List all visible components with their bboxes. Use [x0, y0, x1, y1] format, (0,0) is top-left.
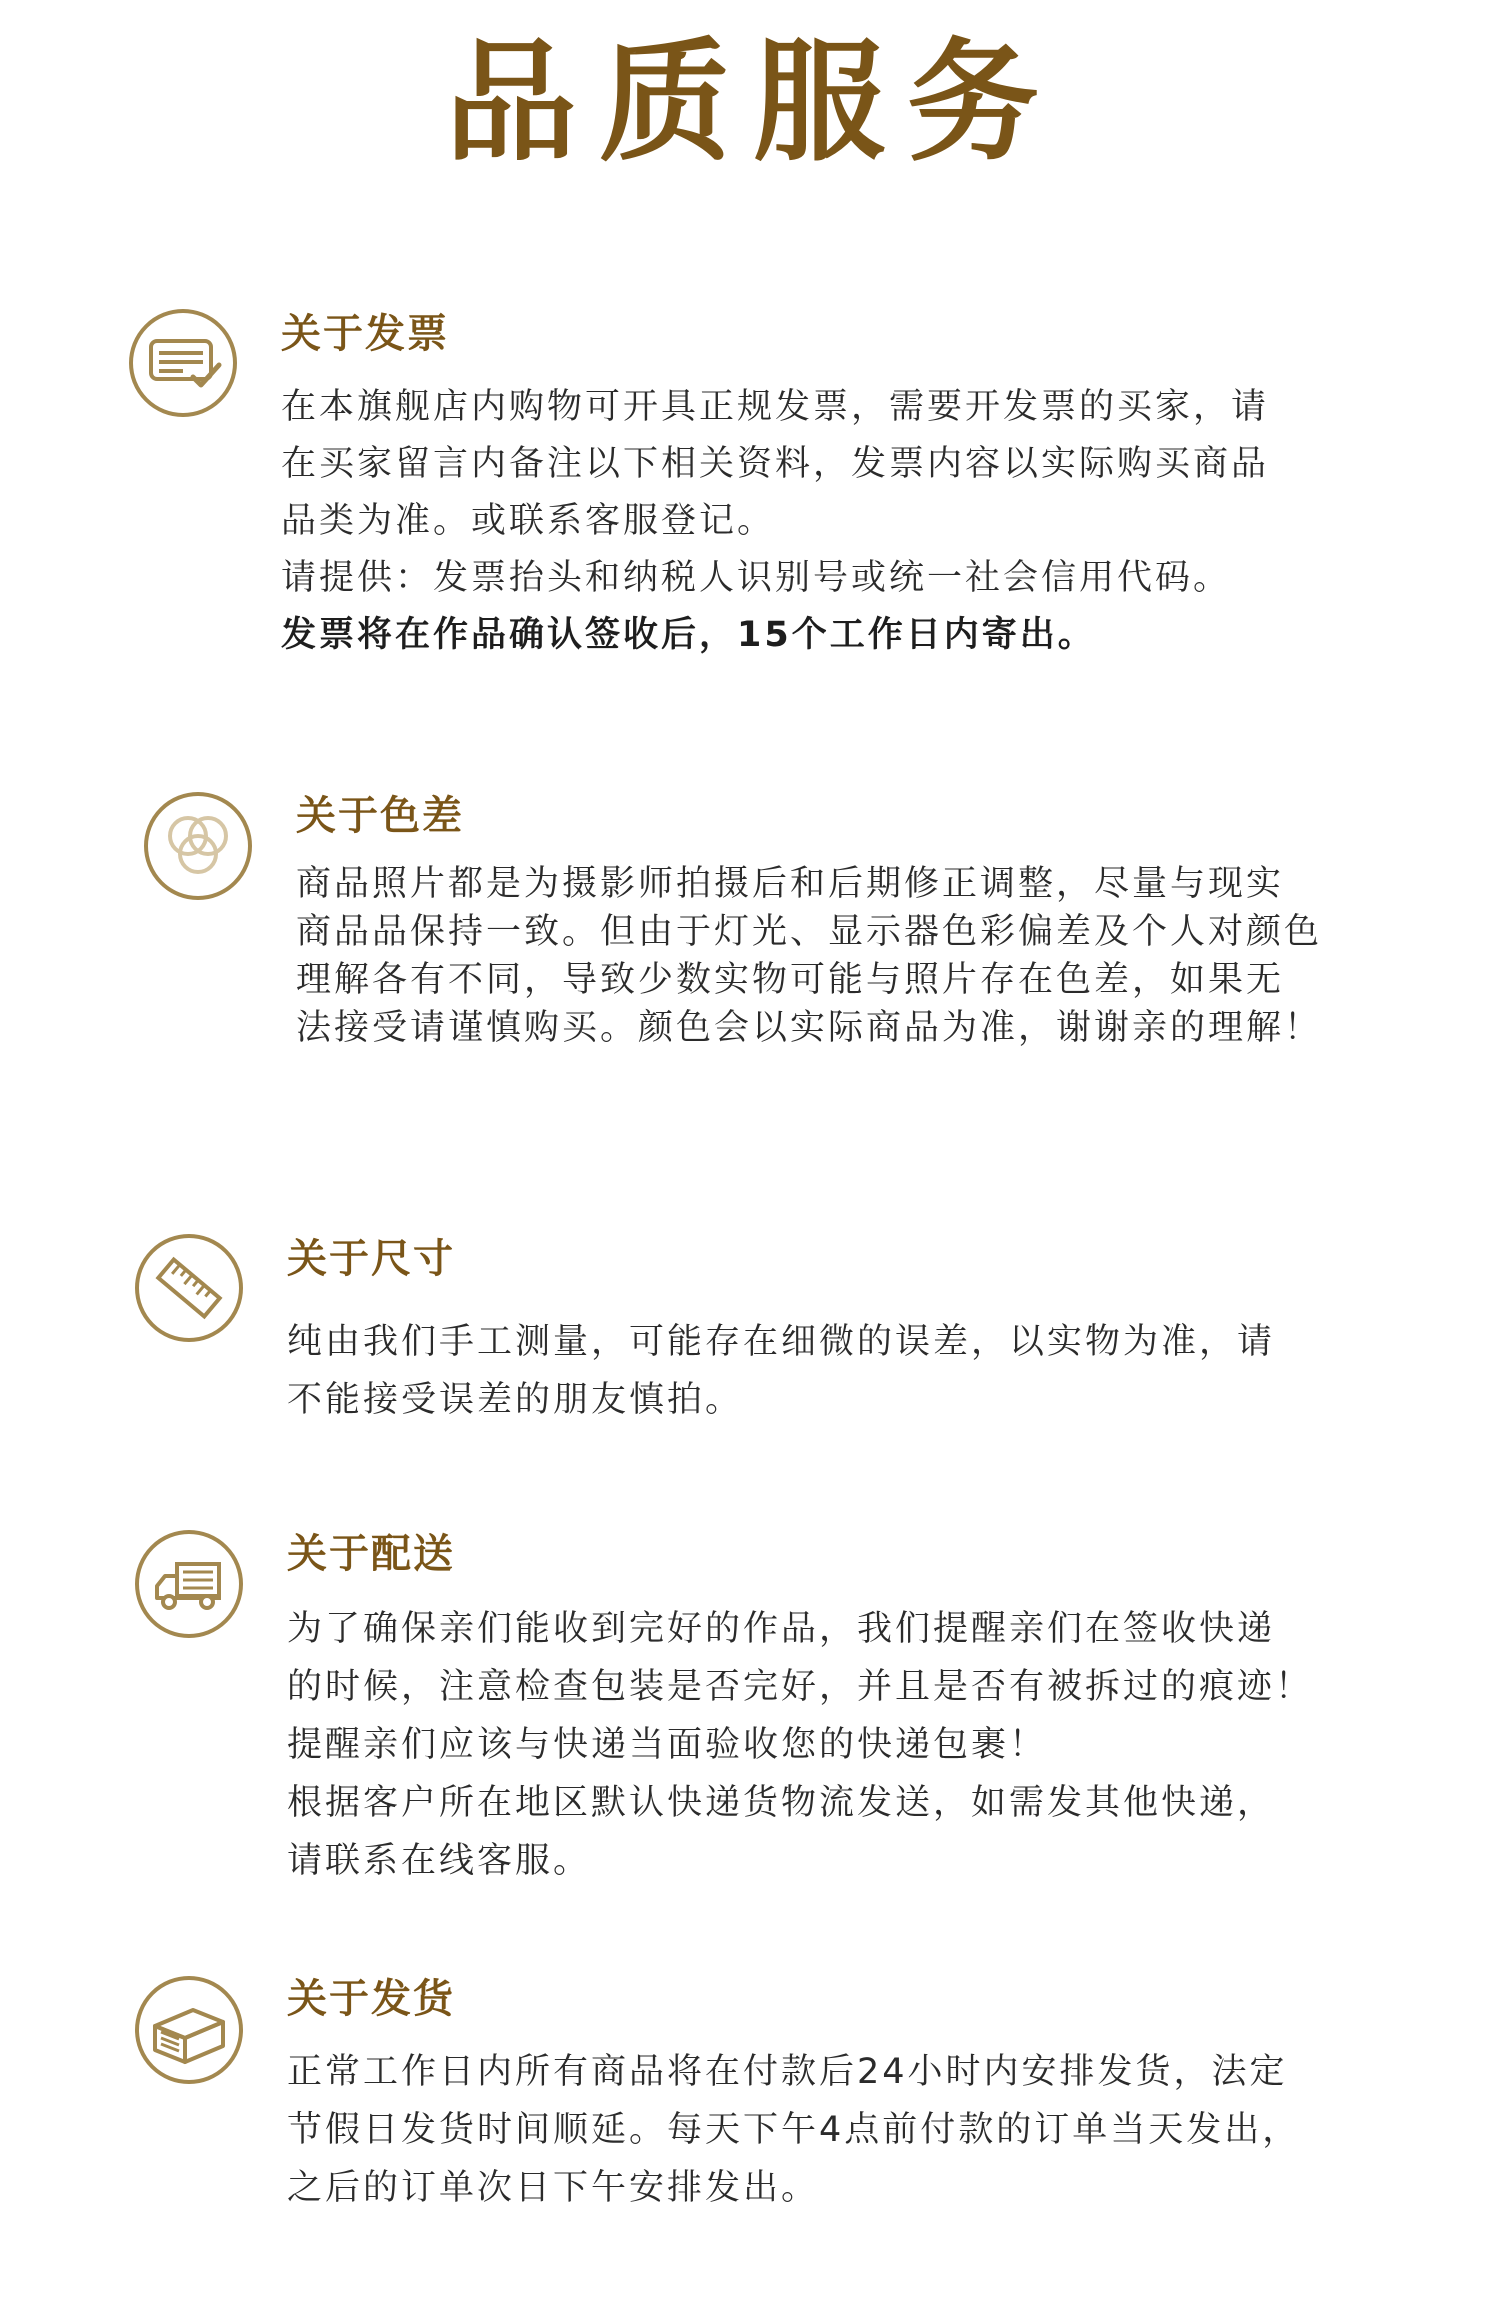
invoice-card-icon — [127, 307, 239, 419]
body-line: 请提供：发票抬头和纳税人识别号或统一社会信用代码。 — [281, 558, 1232, 598]
body-line: 商品照片都是为摄影师拍摄后和后期修正调整，尽量与现实 — [296, 864, 1285, 904]
body-line: 理解各有不同，导致少数实物可能与照片存在色差，如果无 — [296, 960, 1285, 1000]
body-line: 商品品保持一致。但由于灯光、显示器色彩偏差及个人对颜色 — [296, 912, 1323, 952]
section-body-shipping — [287, 2043, 1300, 2217]
body-line: 提醒亲们应该与快递当面验收您的快递包裹！ — [287, 1725, 1048, 1765]
section-heading-delivery: 关于配送 — [287, 1531, 455, 1577]
body-line: 在买家留言内备注以下相关资料，发票内容以实际购买商品 — [281, 444, 1270, 484]
body-line: 法接受请谨慎购买。颜色会以实际商品为准，谢谢亲的理解！ — [296, 1008, 1323, 1048]
section-body-size — [287, 1313, 1275, 1429]
delivery-truck-icon — [133, 1528, 245, 1640]
body-line-emphasis: 发票将在作品确认签收后，15个工作日内寄出。 — [281, 615, 1096, 655]
shipping-box-icon — [133, 1974, 245, 2086]
body-line: 根据客户所在地区默认快递货物流发送，如需发其他快递， — [287, 1783, 1276, 1823]
section-body-color — [296, 860, 1322, 1052]
body-line: 品类为准。或联系客服登记。 — [281, 501, 776, 541]
body-line: 的时候，注意检查包装是否完好，并且是否有被拆过的痕迹！ — [287, 1667, 1314, 1707]
body-line: 之后的订单次日下午安排发出。 — [287, 2168, 820, 2208]
body-line: 请联系在线客服。 — [287, 1841, 592, 1881]
section-body-delivery — [287, 1600, 1313, 1890]
color-circles-icon — [142, 790, 254, 902]
body-line: 不能接受误差的朋友慎拍。 — [287, 1380, 744, 1420]
section-heading-invoice: 关于发票 — [281, 311, 449, 357]
ruler-icon — [133, 1232, 245, 1344]
section-heading-shipping: 关于发货 — [287, 1976, 455, 2022]
body-line: 正常工作日内所有商品将在付款后24小时内安排发货，法定 — [287, 2052, 1288, 2092]
body-line: 为了确保亲们能收到完好的作品，我们提醒亲们在签收快递 — [287, 1609, 1276, 1649]
body-line: 纯由我们手工测量，可能存在细微的误差，以实物为准，请 — [287, 1322, 1276, 1362]
page-title: 品质服务 — [445, 26, 1061, 180]
body-line: 在本旗舰店内购物可开具正规发票，需要开发票的买家，请 — [281, 387, 1270, 427]
section-heading-size: 关于尺寸 — [287, 1236, 455, 1282]
section-heading-color: 关于色差 — [296, 793, 464, 839]
section-body-invoice — [281, 379, 1269, 664]
body-line: 节假日发货时间顺延。每天下午4点前付款的订单当天发出， — [287, 2110, 1301, 2150]
